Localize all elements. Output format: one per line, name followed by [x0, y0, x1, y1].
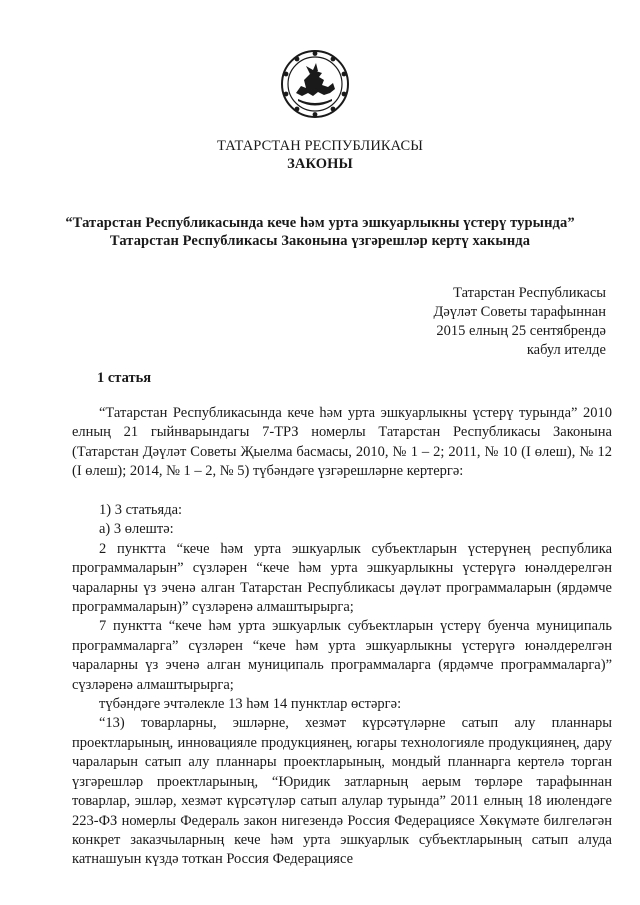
paragraph: “13) товарларны, эшләрне, хезмәт күрсәтүләрне сатып алу планнары проектларының, инновацияле продукциянең, югары технологияле продукциянең, дару чараларын сатып алу планнары проектларының, мондый планнарга кертелә торган үзгәрешләр проектларының, “Юридик затларның аерым төрләре тарафыннан товарлар, эшләр, хезмәт күрсәтүләр сатып алулар турында” 2011 елның 18 июлендәге 223-ФЗ номерлы Федераль закон нигезендә Россия Федерациясе Хөкүмәте билгеләгән конкрет заказчыларның кече һәм урта эшкуарлык субъектларының сатып алуда катнашуын күздә тоткан Россия Федерациясе — [72, 715, 612, 868]
paragraph: 7 пунктта “кече һәм урта эшкуарлык субъектларын үстерү буенча муниципаль программаларга” сүзләрен “кече һәм урта эшкуарлыкны үстерүгә юнәлдерелгән чараларны үз эченә алган муниципаль программаларга (ярдәмче программаларга)” сүзләренә алмаштырырга; — [72, 618, 612, 693]
article-intro: “Татарстан Республикасында кече һәм урта эшкуарлыкны үстерү турында” 2010 елның 21 гыйнварындагы 7-ТРЗ номерлы Татарстан Республикасы Законына (Татарстан Дәүләт Советы Җыелма басмасы, 2010, № 1 – 2; 2011, № 10 (I өлеш), № 12 (I өлеш); 2014, № 1 – 2, № 5) түбәндәге үзгәрешләрне кертергә: — [72, 405, 612, 480]
adoption-line-2: Дәүләт Советы тарафыннан — [433, 304, 606, 320]
law-title-line-2: Татарстан Республикасы Законына үзгәрешләр кертү хакында — [109, 233, 531, 249]
document-type: ЗАКОНЫ — [287, 156, 353, 172]
paragraph: 1) 3 статьяда: — [99, 502, 183, 519]
paragraph: түбәндәге эчтәлекле 13 һәм 14 пунктлар өстәргә: — [99, 696, 402, 713]
adoption-line-1: Татарстан Республикасы — [453, 285, 606, 301]
paragraph: 2 пунктта “кече һәм урта эшкуарлык субъектларын үстерүнең республика программаларын” сүзләрен “кече һәм урта эшкуарлыкны үстерүгә юнәлдерелгән чараларны үз эченә алган Татарстан Республикасы дәүләт программаларын (ярдәмче программаларын)” сүзләренә алмаштырырга; — [72, 540, 612, 616]
paragraph-spacer — [72, 482, 612, 501]
tatarstan-coat-of-arms-icon — [280, 49, 350, 119]
paragraph: а) 3 өлештә: — [99, 521, 174, 538]
adoption-line-4: кабул ителде — [526, 342, 606, 358]
adoption-line-3: 2015 елның 25 сентябрендә — [436, 323, 606, 339]
article-body — [72, 404, 612, 870]
republic-name: ТАТАРСТАН РЕСПУБЛИКАСЫ — [216, 138, 424, 154]
law-title-line-1: “Татарстан Республикасында кече һәм урта эшкуарлыкны үстерү турында” — [65, 215, 575, 231]
article-title: 1 статья — [97, 370, 152, 386]
